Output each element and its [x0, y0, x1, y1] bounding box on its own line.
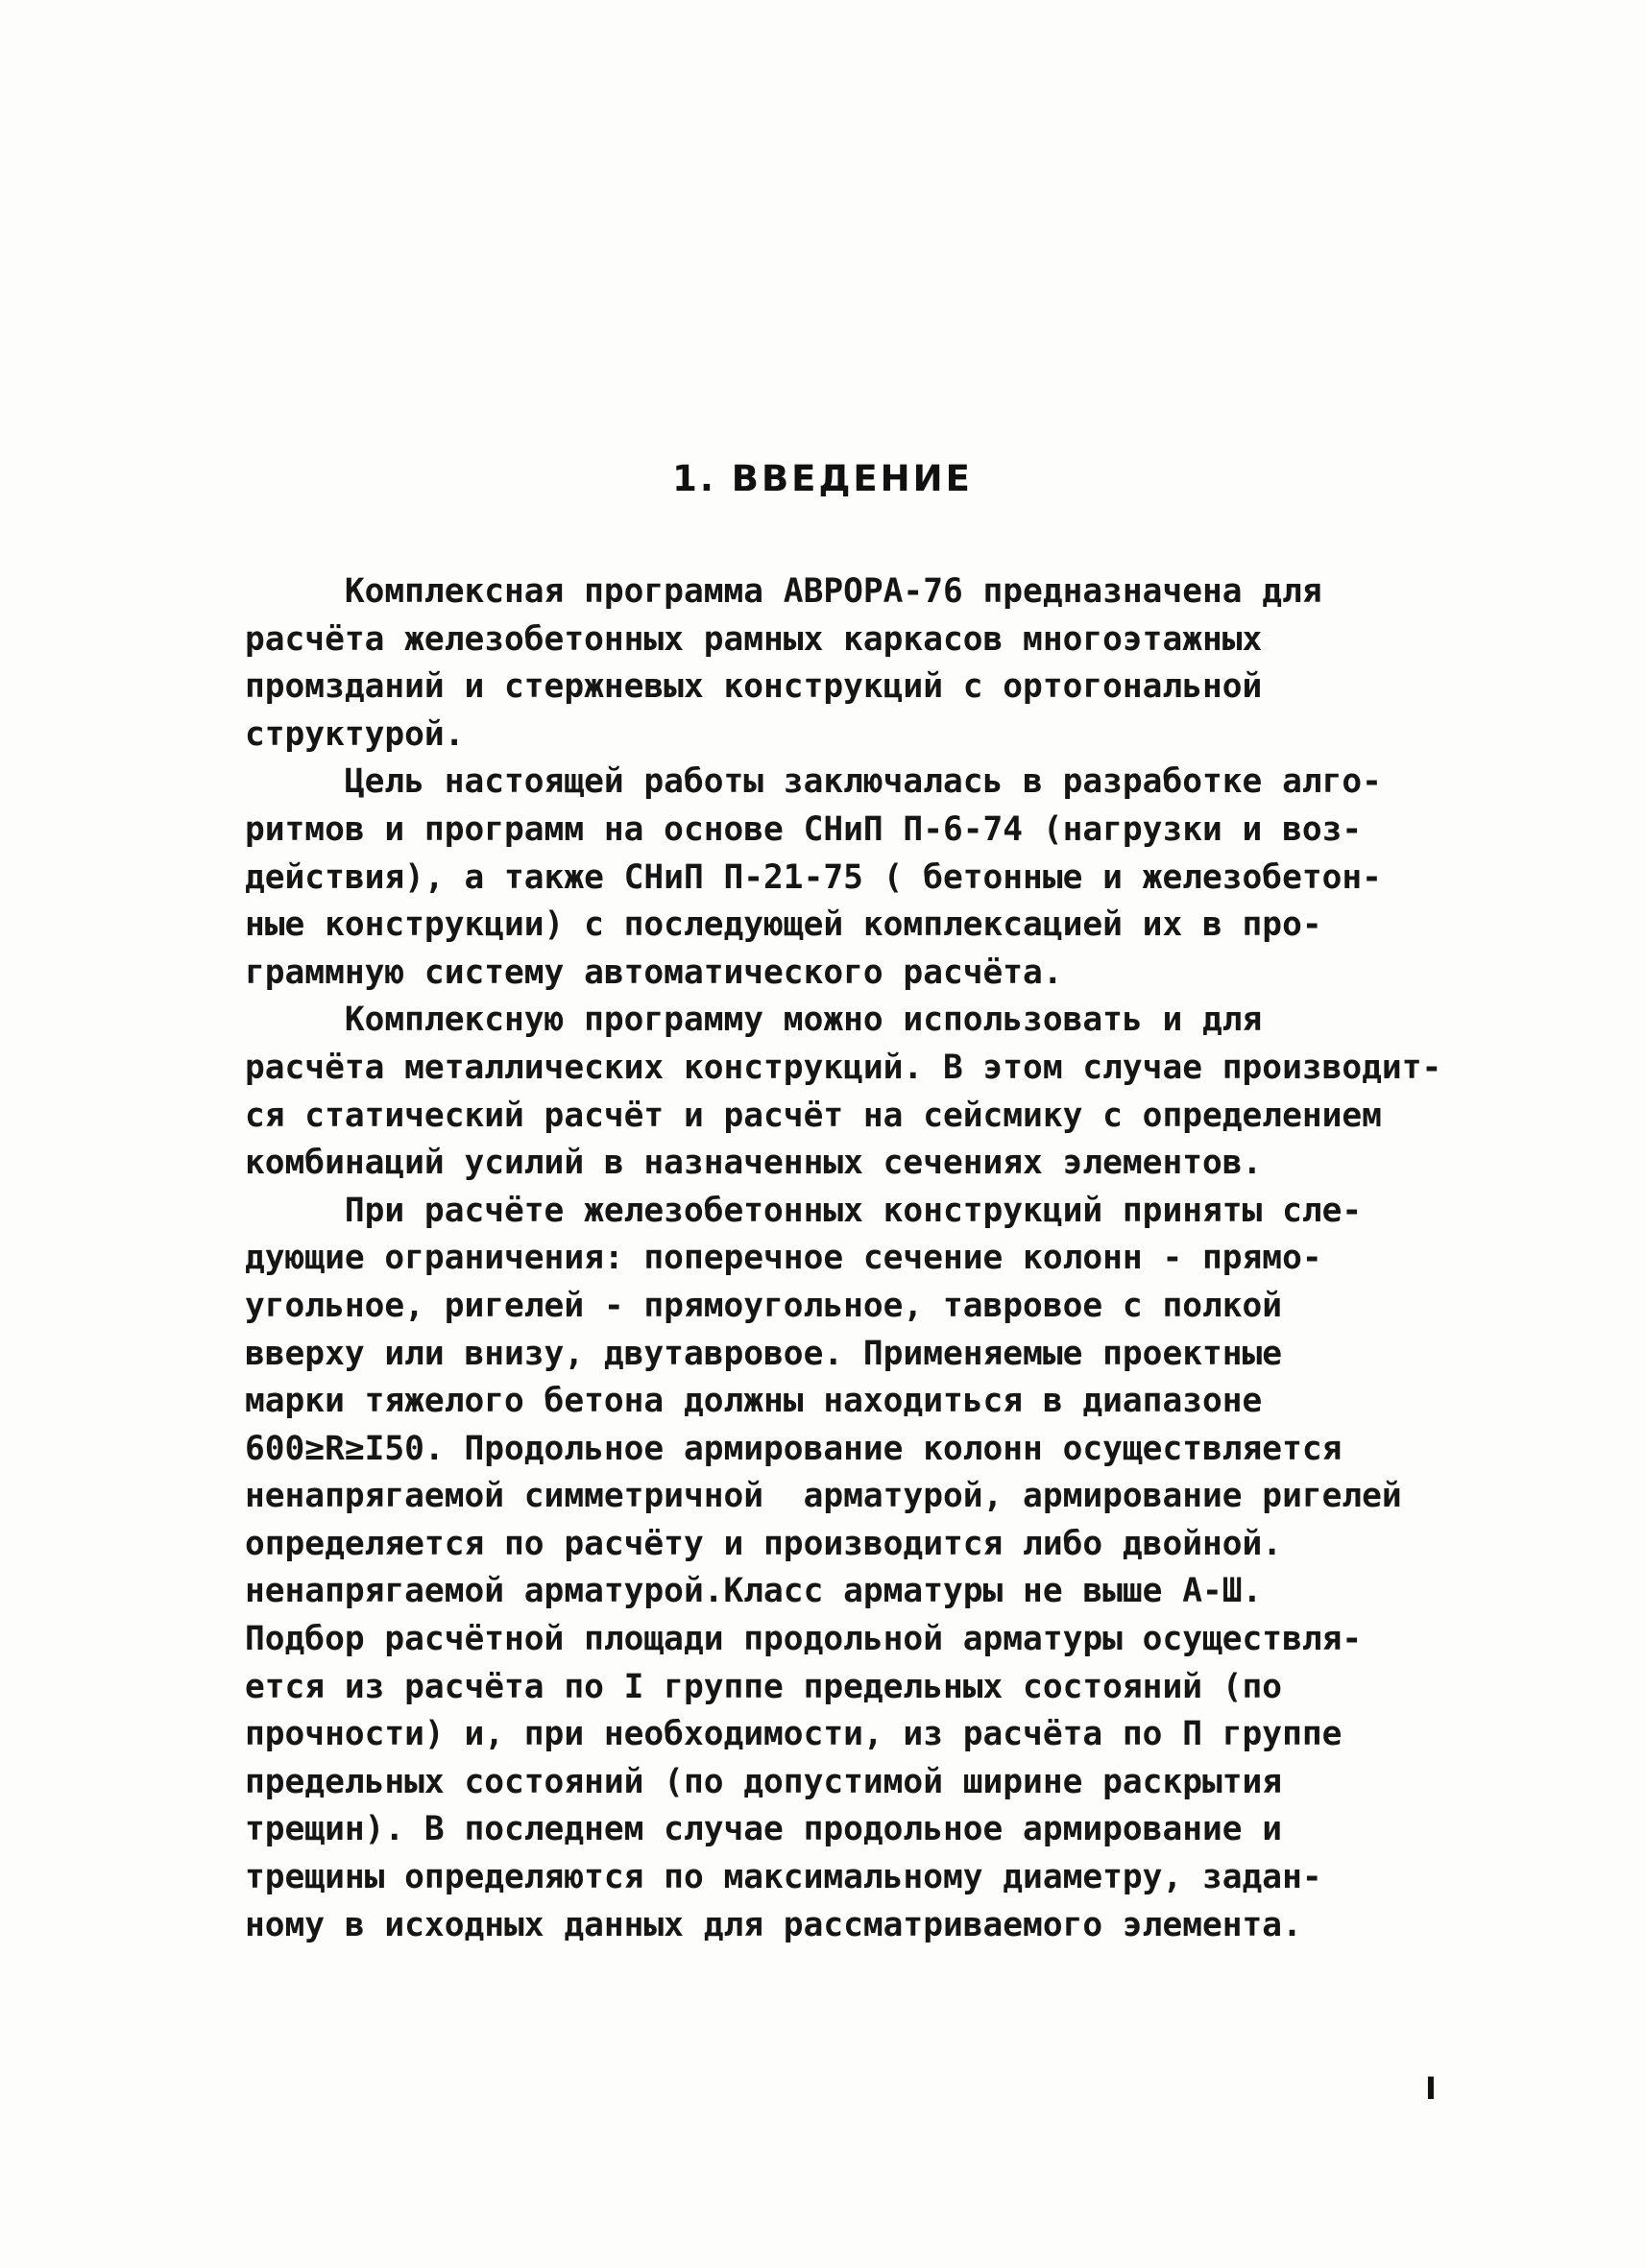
- text-line: предельных состояний (по допустимой ширине раскрытия: [245, 1762, 1283, 1801]
- text-line: ритмов и программ на основе СНиП П-6-74 (нагрузки и воз-: [245, 809, 1363, 849]
- text-line: Цель настоящей работы заключалась в разработке алго-: [245, 762, 1382, 802]
- page-number: I: [1425, 2070, 1437, 2107]
- text-line: марки тяжелого бетона должны находиться в диапазоне: [245, 1382, 1263, 1421]
- text-line: Комплексная программа АВРОРА-76 предназначена для: [245, 572, 1322, 611]
- text-line: расчёта металлических конструкций. В этом случае производит-: [245, 1048, 1442, 1087]
- text-line: ся статический расчёт и расчёт на сейсмику с определением: [245, 1096, 1382, 1135]
- section-heading: 1. ВВЕДЕНИЕ: [672, 458, 973, 499]
- text-line: ется из расчёта по I группе предельных состояний (по: [245, 1667, 1283, 1706]
- text-line: При расчёте железобетонных конструкций приняты сле-: [245, 1191, 1363, 1230]
- text-line: трещин). В последнем случае продольное армирование и: [245, 1810, 1283, 1849]
- text-line: определяется по расчёту и производится либо двойной.: [245, 1524, 1283, 1563]
- text-line: ному в исходных данных для рассматриваемого элемента.: [245, 1905, 1302, 1944]
- text-line: 600≥R≥I50. Продольное армирование колонн осуществляется: [245, 1429, 1343, 1468]
- text-line: вверху или внизу, двутавровое. Применяемые проектные: [245, 1334, 1283, 1373]
- text-line: расчёта железобетонных рамных каркасов многоэтажных: [245, 619, 1263, 659]
- text-line: ненапрягаемой арматурой.Класс арматуры не выше А-Ш.: [245, 1572, 1263, 1611]
- text-line: Комплексную программу можно использовать и для: [245, 1001, 1263, 1040]
- text-line: ненапрягаемой симметричной арматурой, армирование ригелей: [245, 1477, 1402, 1516]
- text-line: прочности) и, при необходимости, из расчёта по П группе: [245, 1715, 1343, 1754]
- text-line: трещины определяются по максимальному диаметру, задан-: [245, 1858, 1322, 1897]
- text-line: угольное, ригелей - прямоугольное, тавровое с полкой: [245, 1286, 1283, 1325]
- text-line: граммную систему автоматического расчёта.: [245, 953, 1063, 992]
- text-line: дующие ограничения: поперечное сечение колонн - прямо-: [245, 1239, 1322, 1278]
- text-line: ные конструкции) с последующей комплексацией их в про-: [245, 905, 1322, 945]
- text-line: действия), а также СНиП П-21-75 ( бетонные и железобетон-: [245, 857, 1382, 897]
- text-line: комбинаций усилий в назначенных сечениях элементов.: [245, 1144, 1263, 1183]
- text-line: Подбор расчётной площади продольной арматуры осуществля-: [245, 1620, 1363, 1659]
- text-line: структурой.: [245, 714, 465, 754]
- text-line: промзданий и стержневых конструкций с ортогональной: [245, 667, 1263, 707]
- body-text: [245, 568, 1442, 1949]
